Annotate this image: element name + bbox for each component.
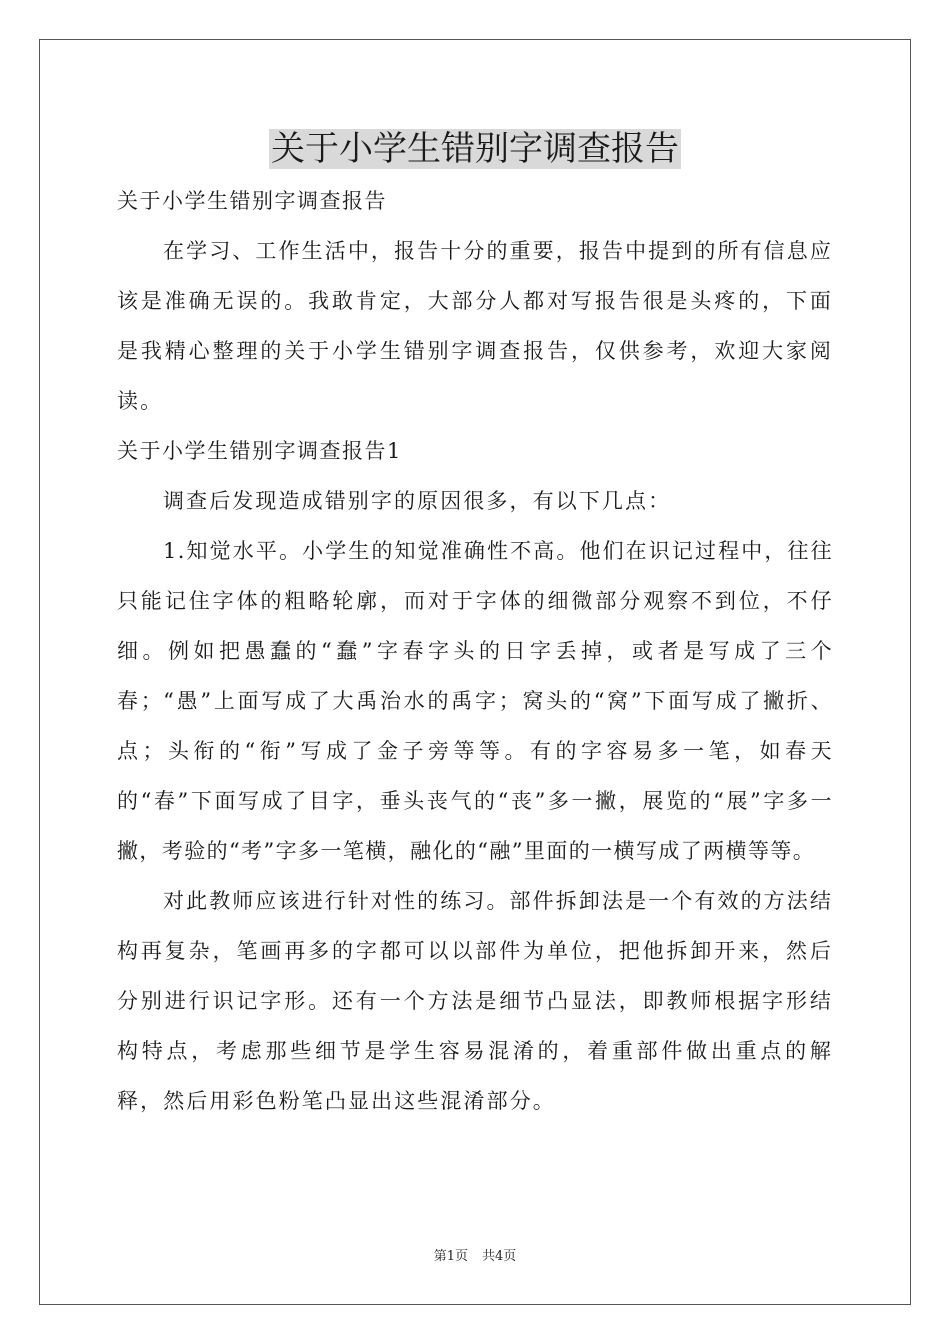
document-body <box>117 176 833 1126</box>
body-paragraph-3: 对此教师应该进行针对性的练习。部件拆卸法是一个有效的方法结构再复杂，笔画再多的字都可以以部件为单位，把他拆卸开来，然后分别进行识记字形。还有一个方法是细节凸显法，即教师根据字形结构特点，考虑那些细节是学生容易混淆的，着重部件做出重点的解释，然后用彩色粉笔凸显出这些混淆部分。 <box>117 889 833 1113</box>
body-paragraph-1: 调查后发现造成错别字的原因很多，有以下几点： <box>163 489 672 513</box>
section-heading: 关于小学生错别字调查报告1 <box>117 439 402 463</box>
body-paragraph-2: 1.知觉水平。小学生的知觉准确性不高。他们在识记过程中，往往只能记住字体的粗略轮廓，而对于字体的细微部分观察不到位，不仔细。例如把愚蠢的“蠢”字春字头的日字丢掉，或者是写成了三个春；“愚”上面写成了大禹治水的禹字；窝头的“窝”下面写成了撇折、点；头衔的“衔”写成了金子旁等等。有的字容易多一笔，如春天的“春”下面写成了目字，垂头丧气的“丧”多一撇，展览的“展”字多一撇，考验的“考”字多一笔横，融化的“融”里面的一横写成了两横等等。 <box>117 539 833 863</box>
document-title <box>0 127 950 171</box>
page-number: 第1页 <box>433 1249 468 1264</box>
document-subtitle: 关于小学生错别字调查报告 <box>117 189 387 213</box>
intro-paragraph: 在学习、工作生活中，报告十分的重要，报告中提到的所有信息应该是准确无误的。我敢肯定，大部分人都对写报告很是头疼的，下面是我精心整理的关于小学生错别字调查报告，仅供参考，欢迎大家阅读。 <box>117 239 833 413</box>
page-footer <box>0 1248 950 1266</box>
document-title-text: 关于小学生错别字调查报告 <box>271 129 679 169</box>
page-total: 共4页 <box>482 1249 517 1264</box>
